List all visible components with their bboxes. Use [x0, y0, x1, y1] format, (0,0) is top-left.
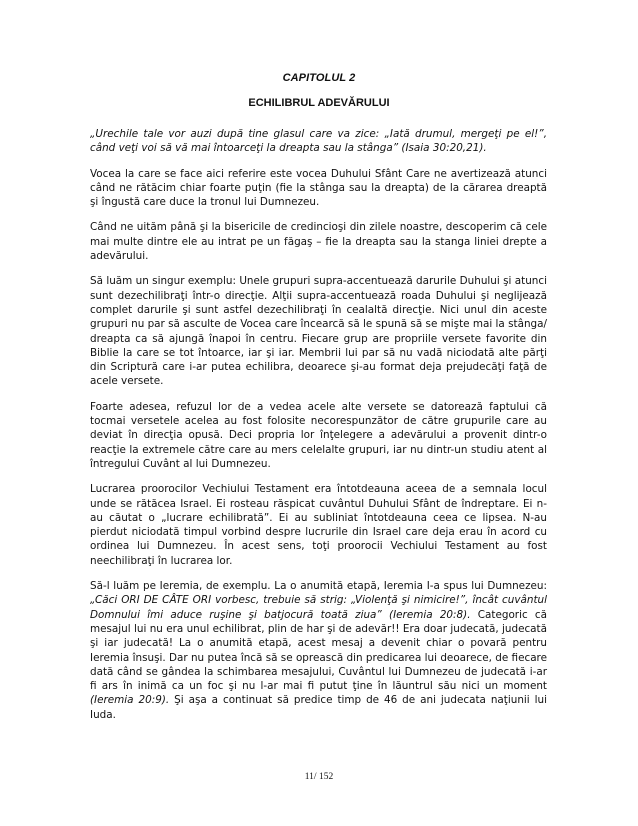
paragraph-text: Să luăm un singur exemplu: Unele grupuri supra-accentuează darurile Duhului şi atunci sunt dezechilibraţi într-o direcţie. Alţii supra-accentuează roada Duhului şi neglijează complet darurile şi sunt astfel dezechilibraţi în cealaltă direcţie. Nici unul din aceste grupuri nu par să asculte de Vocea care încearcă să le spună să se mişte mai la stânga/ dreapta ca să ajungă înapoi în centru. Fiecare grup are propriile versete favorite din Biblie la care se tot întoarce, iar şi iar. Membrii lui par să nu vadă niciodată alte părţi din Scriptură care i-ar putea echilibra, deoarece şi-au format deja prejudecăţi faţă de acele versete.: [90, 275, 547, 388]
chapter-heading: CAPITOLUL 2: [282, 72, 356, 84]
paragraph-text: Vocea la care se face aici referire este vocea Duhului Sfânt Care ne avertizează atunci când ne rătăcim chiar foarte puţin (fie la stânga sau la dreapta) de la cărarea dreaptă şi îngustă care duce la tronul lui Dumnezeu.: [90, 167, 547, 209]
scripture-reference: (Ieremia 20:9).: [90, 694, 170, 707]
paragraph: [90, 579, 547, 722]
paragraph-text: Când ne uităm până şi la bisericile de credincioşi din zilele noastre, descoperim că cele mai multe dintre ele au intrat pe un făgaş – fie la dreapta sau la stanga liniei drepte a adevărului.: [90, 221, 547, 263]
body-text: [90, 127, 547, 733]
paragraph: [90, 400, 547, 471]
paragraph-text: Lucrarea proorocilor Vechiului Testament era întotdeauna aceea de a semnala locul unde se rătăcea Israel. Ei rosteau răspicat cuvântul Duhului Sfânt de îndreptare. Ei n-au căutat o „lucrare echilibrată”. Ei au subliniat întotdeauna ceea ce lipsea. N-au pierdut niciodată timpul vorbind despre lucrurile din Israel care deja erau în acord cu ordinea lui Dumnezeu. În acest sens, toţi proorocii Vechiului Testament au fost neechilibraţi în lucrarea lor.: [90, 483, 547, 567]
scripture-quote: „Căci ORI DE CÂTE ORI vorbesc, trebuie să strig: „Violenţă şi nimicire!”, încât cuvântul Domnului îmi aduce ruşine şi batjocură toată ziua” (Ieremia 20:8).: [90, 594, 547, 621]
epigraph-paragraph: [90, 127, 547, 156]
epigraph-text: „Urechile tale vor auzi după tine glasul care va zice: „Iată drumul, mergeţi pe el!”, când veţi voi să vă mai întoarceţi la dreapta sau la stânga” (Isaia 30:20,21).: [90, 128, 547, 155]
page-number: 11/ 152: [304, 772, 334, 782]
paragraph: [90, 220, 547, 263]
paragraph-text: Şi aşa a continuat să predice timp de 46 de ani judecata naţiunii lui Iuda.: [90, 694, 547, 721]
paragraph-text: Categoric că mesajul lui nu era unul echilibrat, plin de har şi de adevăr!! Era doar judecată, judecată şi iar judecată! La o anumită etapă, acest mesaj a devenit chiar o povară pentru Ieremia însuşi. Dar nu putea încă să se oprească din predicarea lui deoarece, de fiecare dată când se gândea la schimbarea mesajului, Cuvântul lui Dumnezeu de judecată i-ar fi ars în inimă ca un foc şi nu l-ar mai fi putut ţine în lăuntrul său nici un moment: [90, 608, 547, 693]
chapter-title: ECHILIBRUL ADEVĂRULUI: [248, 97, 390, 109]
paragraph: [90, 167, 547, 210]
paragraph: [90, 482, 547, 568]
paragraph-text: Foarte adesea, refuzul lor de a vedea acele alte versete se datorează faptului că tocmai versetele acelea au fost folosite necorespunzător de către grupurile care au deviat în direcţia opusă. Deci propria lor înţelegere a adevărului a provenit dintr-o reacţie la extremele către care au mers celelalte grupuri, iar nu dintr-un studiu atent al întregului Cuvânt al lui Dumnezeu.: [90, 400, 547, 470]
paragraph-text: Să-l luăm pe Ieremia, de exemplu. La o anumită etapă, Ieremia I-a spus lui Dumnezeu:: [90, 580, 547, 593]
paragraph: [90, 274, 547, 388]
